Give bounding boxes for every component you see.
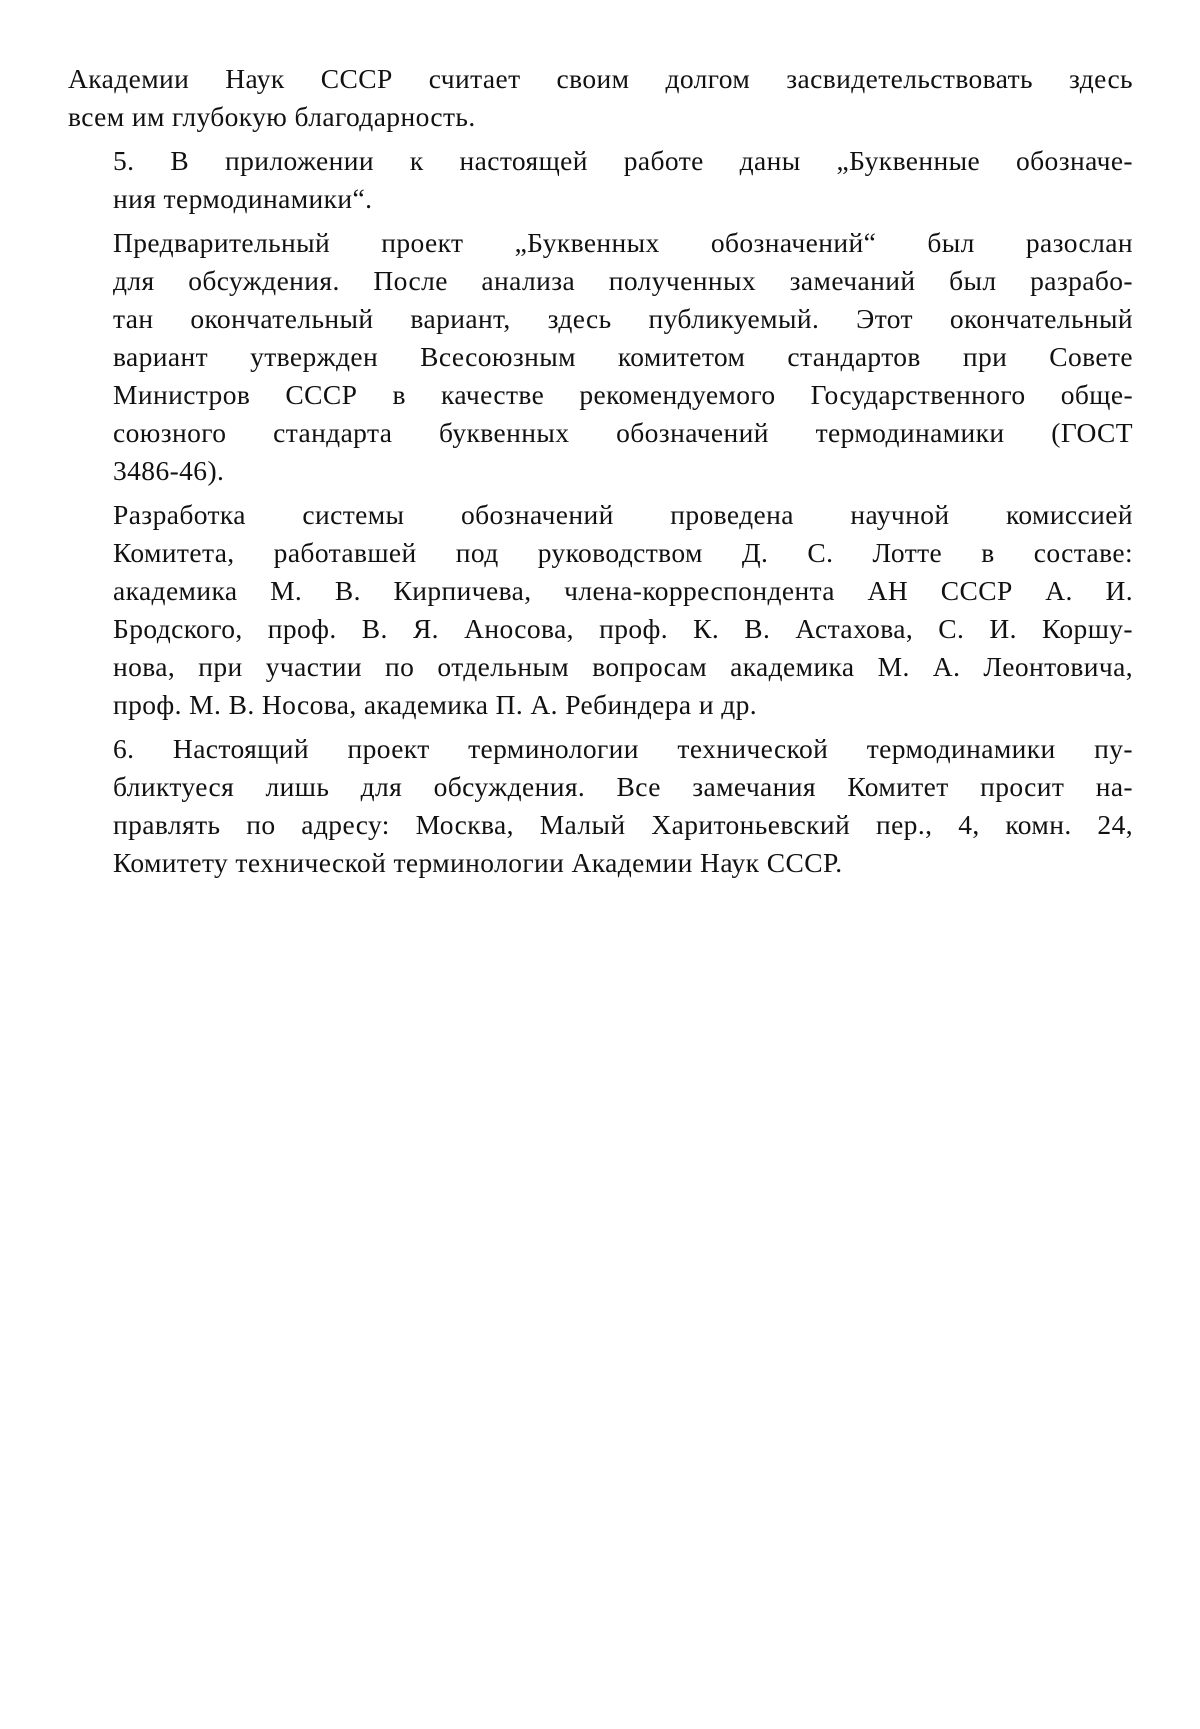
paragraph-draft-project [68, 224, 1133, 490]
text-line: Комитета, работавшей под руководством Д. С. Лотте в составе: [113, 537, 1133, 568]
text-line: 5. В приложении к настоящей работе даны „Буквенные обозначе- [113, 145, 1133, 176]
text-line: тан окончательный вариант, здесь публикуемый. Этот окончательный [113, 303, 1133, 334]
text-line: нова, при участии по отдельным вопросам академика М. А. Леонтовича, [113, 651, 1133, 682]
paragraph-acknowledgement [68, 60, 1133, 136]
text-line: Предварительный проект „Буквенных обозначений“ был разослан [113, 227, 1133, 258]
text-line: ния термодинамики“. [113, 183, 373, 214]
paragraph-item-6 [68, 730, 1133, 882]
text-line: всем им глубокую благодарность. [68, 101, 476, 132]
text-line: академика М. В. Кирпичева, члена-корреспондента АН СССР А. И. [113, 575, 1133, 606]
text-line: для обсуждения. После анализа полученных замечаний был разрабо- [113, 265, 1133, 296]
text-line: Бродского, проф. В. Я. Аносова, проф. К. В. Астахова, С. И. Коршу- [113, 613, 1133, 644]
text-line: вариант утвержден Всесоюзным комитетом стандартов при Совете [113, 341, 1133, 372]
paragraph-item-5 [68, 142, 1133, 218]
text-line: 6. Настоящий проект терминологии технической термодинамики пу- [113, 733, 1133, 764]
text-line: Министров СССР в качестве рекомендуемого Государственного обще- [113, 379, 1133, 410]
document-page [68, 60, 1133, 888]
paragraph-commission [68, 496, 1133, 724]
text-line: союзного стандарта буквенных обозначений термодинамики (ГОСТ [113, 417, 1133, 448]
text-line: Комитету технической терминологии Академии Наук СССР. [113, 847, 843, 878]
text-line: правлять по адресу: Москва, Малый Харитоньевский пер., 4, комн. 24, [113, 809, 1133, 840]
text-line: проф. М. В. Носова, академика П. А. Ребиндера и др. [113, 689, 758, 720]
text-line: Академии Наук СССР считает своим долгом засвидетельствовать здесь [68, 63, 1133, 94]
text-line: 3486-46). [113, 455, 225, 486]
text-line: Разработка системы обозначений проведена научной комиссией [113, 499, 1133, 530]
text-line: бликтуеся лишь для обсуждения. Все замечания Комитет просит на- [113, 771, 1133, 802]
